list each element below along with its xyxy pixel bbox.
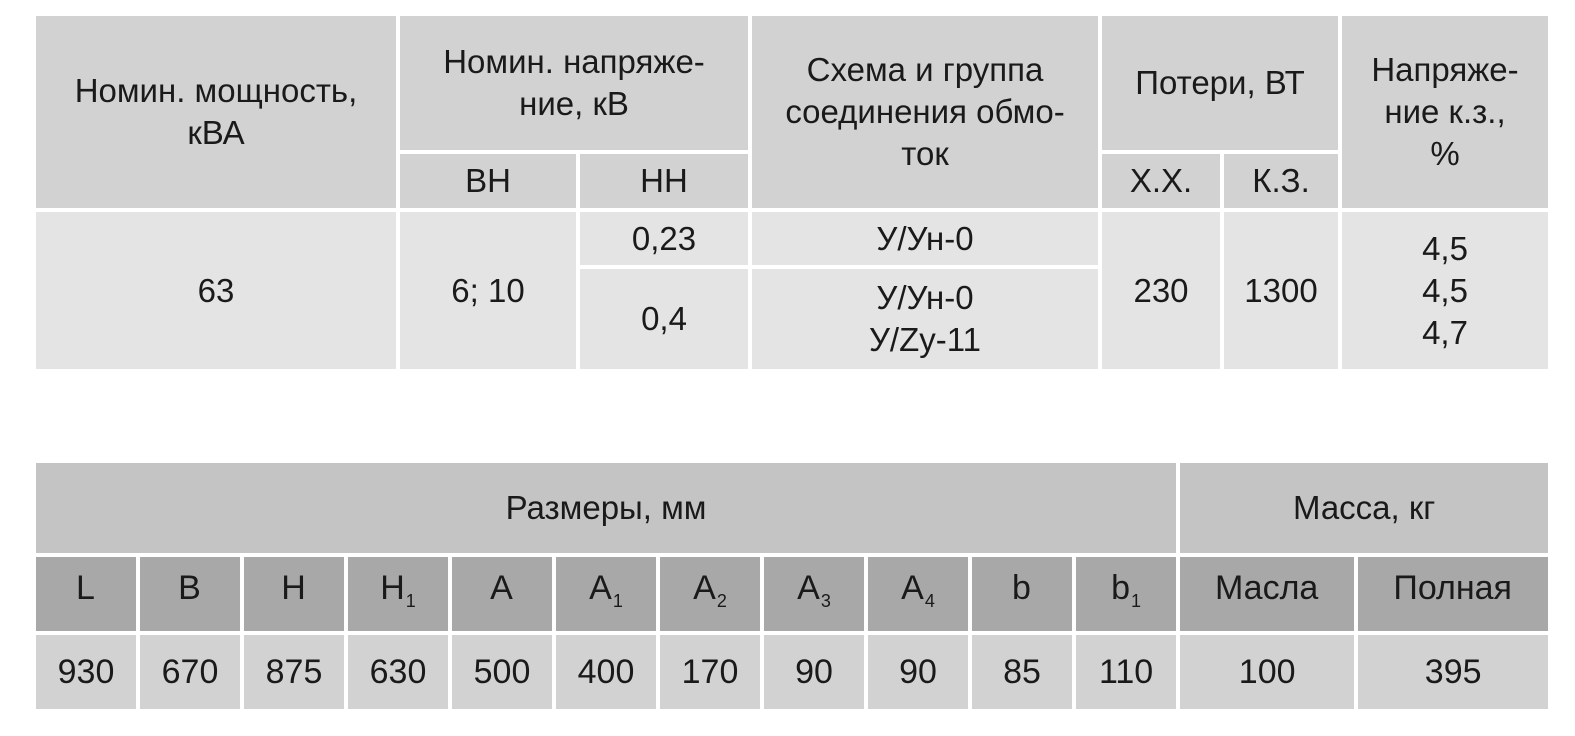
header-col-a3: $A_3$ <box>762 555 866 633</box>
value-b: 670 <box>138 633 242 711</box>
header-col-oil-mass: Масла <box>1178 555 1356 633</box>
header-col-a2: $A_2$ <box>658 555 762 633</box>
header-vn: ВН <box>398 152 578 210</box>
cell-scheme-2: У/Ун-0 У/Zу-11 <box>750 267 1100 371</box>
header-col-a: A <box>450 555 554 633</box>
cell-power: 63 <box>34 210 398 371</box>
header-col-b1-small: $b_1$ <box>1074 555 1178 633</box>
value-a3: 90 <box>762 633 866 711</box>
header-mass: Масса, кг <box>1178 461 1550 555</box>
header-dimensions: Размеры, мм <box>34 461 1178 555</box>
value-l: 930 <box>34 633 138 711</box>
header-xx: Х.Х. <box>1100 152 1222 210</box>
transformer-params-table <box>32 12 1552 373</box>
value-total-mass: 395 <box>1356 633 1550 711</box>
cell-nn-2: 0,4 <box>578 267 750 371</box>
header-col-b: B <box>138 555 242 633</box>
value-b1-small: 110 <box>1074 633 1178 711</box>
header-nn: НН <box>578 152 750 210</box>
value-a: 500 <box>450 633 554 711</box>
header-col-h1: $H_1$ <box>346 555 450 633</box>
header-losses: Потери, ВТ <box>1100 14 1340 152</box>
header-voltage: Номин. напряже- ние, кВ <box>398 14 750 152</box>
header-col-l: L <box>34 555 138 633</box>
value-a4: 90 <box>866 633 970 711</box>
value-b-small: 85 <box>970 633 1074 711</box>
dimensions-mass-table <box>32 459 1552 713</box>
value-h: 875 <box>242 633 346 711</box>
cell-scheme-1: У/Ун-0 <box>750 210 1100 267</box>
cell-kz: 1300 <box>1222 210 1340 371</box>
header-col-b-small: b <box>970 555 1074 633</box>
header-col-a1: $A_1$ <box>554 555 658 633</box>
cell-nn-1: 0,23 <box>578 210 750 267</box>
header-short-circuit-voltage: Напряже- ние к.з., % <box>1340 14 1550 210</box>
value-oil-mass: 100 <box>1178 633 1356 711</box>
header-col-total-mass: Полная <box>1356 555 1550 633</box>
cell-vn: 6; 10 <box>398 210 578 371</box>
cell-uk: 4,5 4,5 4,7 <box>1340 210 1550 371</box>
value-a1: 400 <box>554 633 658 711</box>
header-col-a4: $A_4$ <box>866 555 970 633</box>
cell-xx: 230 <box>1100 210 1222 371</box>
header-col-h: H <box>242 555 346 633</box>
value-h1: 630 <box>346 633 450 711</box>
header-kz: К.З. <box>1222 152 1340 210</box>
header-winding-scheme: Схема и группа соединения обмо- ток <box>750 14 1100 210</box>
header-power: Номин. мощность, кВА <box>34 14 398 210</box>
value-a2: 170 <box>658 633 762 711</box>
